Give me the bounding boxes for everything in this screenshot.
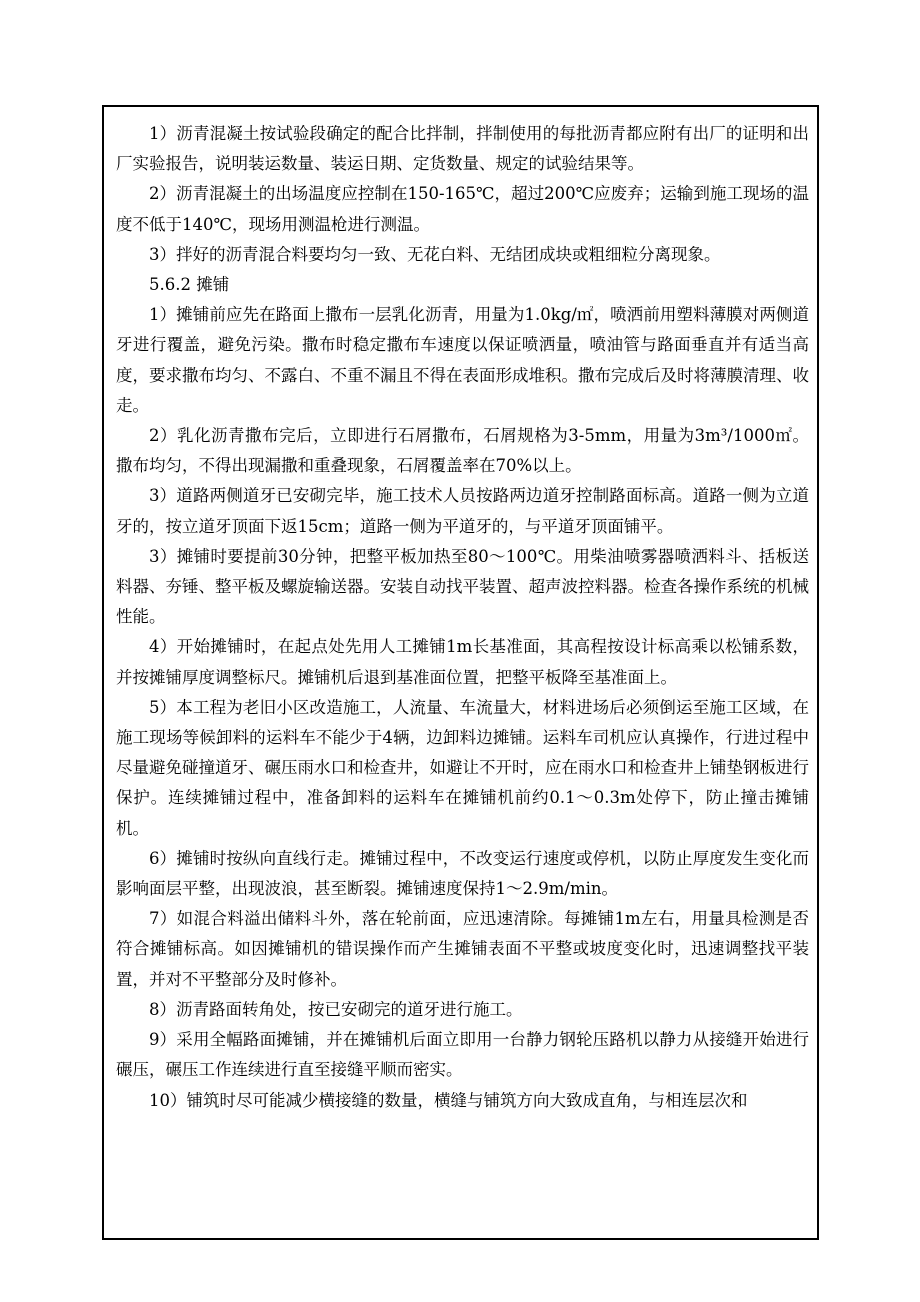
paragraph-14: 9）采用全幅路面摊铺，并在摊铺机后面立即用一台静力钢轮压路机以静力从接缝开始进行碾压，碾压工作连续进行直至接缝平顺而密实。 xyxy=(116,1030,809,1080)
paragraph-8: 3）摊铺时要提前30分钟，把整平板加热至80～100℃。用柴油喷雾器喷洒料斗、括板送料器、夯锤、整平板及螺旋输送器。安装自动找平装置、超声波控料器。检查各操作系统的机械性能。 xyxy=(116,546,809,627)
paragraph-10: 5）本工程为老旧小区改造施工，人流量、车流量大，材料进场后必须倒运至施工区域，在施工现场等候卸料的运料车不能少于4辆，边卸料边摊铺。运料车司机应认真操作，行进过程中尽量避免碰撞道牙、碾压雨水口和检查井，如避让不开时，应在雨水口和检查井上铺垫钢板进行保护。连续摊铺过程中，准备卸料的运料车在摊铺机前约0.1～0.3m处停下，防止撞击摊铺机。 xyxy=(116,697,809,838)
paragraph-9: 4）开始摊铺时，在起点处先用人工摊铺1m长基准面，其高程按设计标高乘以松铺系数，并按摊铺厚度调整标尺。摊铺机后退到基准面位置，把整平板降至基准面上。 xyxy=(116,637,809,687)
paragraph-1: 1）沥青混凝土按试验段确定的配合比拌制，拌制使用的每批沥青都应附有出厂的证明和出厂实验报告，说明装运数量、装运日期、定货数量、规定的试验结果等。 xyxy=(116,124,809,174)
section-heading-paving: 5.6.2 摊铺 xyxy=(149,275,230,295)
paragraph-3: 3）拌好的沥青混合料要均匀一致、无花白料、无结团成块或粗细粒分离现象。 xyxy=(149,244,721,264)
paragraph-15: 10）铺筑时尽可能减少横接缝的数量，横缝与铺筑方向大致成直角，与相连层次和 xyxy=(149,1090,748,1110)
paragraph-7: 3）道路两侧道牙已安砌完毕，施工技术人员按路两边道牙控制路面标高。道路一侧为立道牙的，按立道牙顶面下返15cm；道路一侧为平道牙的，与平道牙顶面铺平。 xyxy=(116,486,809,536)
paragraph-6: 2）乳化沥青撒布完后，立即进行石屑撒布，石屑规格为3-5mm，用量为3m³/1000㎡。撒布均匀，不得出现漏撒和重叠现象，石屑覆盖率在70%以上。 xyxy=(116,426,809,476)
paragraph-2: 2）沥青混凝土的出场温度应控制在150-165℃，超过200℃应废弃；运输到施工现场的温度不低于140℃，现场用测温枪进行测温。 xyxy=(116,184,809,234)
paragraph-11: 6）摊铺时按纵向直线行走。摊铺过程中，不改变运行速度或停机，以防止厚度发生变化而影响面层平整，出现波浪，甚至断裂。摊铺速度保持1～2.9m/min。 xyxy=(116,848,809,899)
paragraph-5: 1）摊铺前应先在路面上撒布一层乳化沥青，用量为1.0kg/㎡，喷洒前用塑料薄膜对两侧道牙进行覆盖，避免污染。撒布时稳定撒布车速度以保证喷洒量，喷油管与路面垂直并有适当高度，要求撒布均匀、不露白、不重不漏且不得在表面形成堆积。撒布完成后及时将薄膜清理、收走。 xyxy=(116,305,809,415)
paragraph-12: 7）如混合料溢出储料斗外，落在轮前面，应迅速清除。每摊铺1m左右，用量具检测是否符合摊铺标高。如因摊铺机的错误操作而产生摊铺表面不平整或坡度变化时，迅速调整找平装置，并对不平整部分及时修补。 xyxy=(116,909,809,989)
document-body xyxy=(104,107,817,1116)
document-frame xyxy=(102,105,819,1240)
paragraph-13: 8）沥青路面转角处，按已安砌完的道牙进行施工。 xyxy=(149,999,523,1019)
